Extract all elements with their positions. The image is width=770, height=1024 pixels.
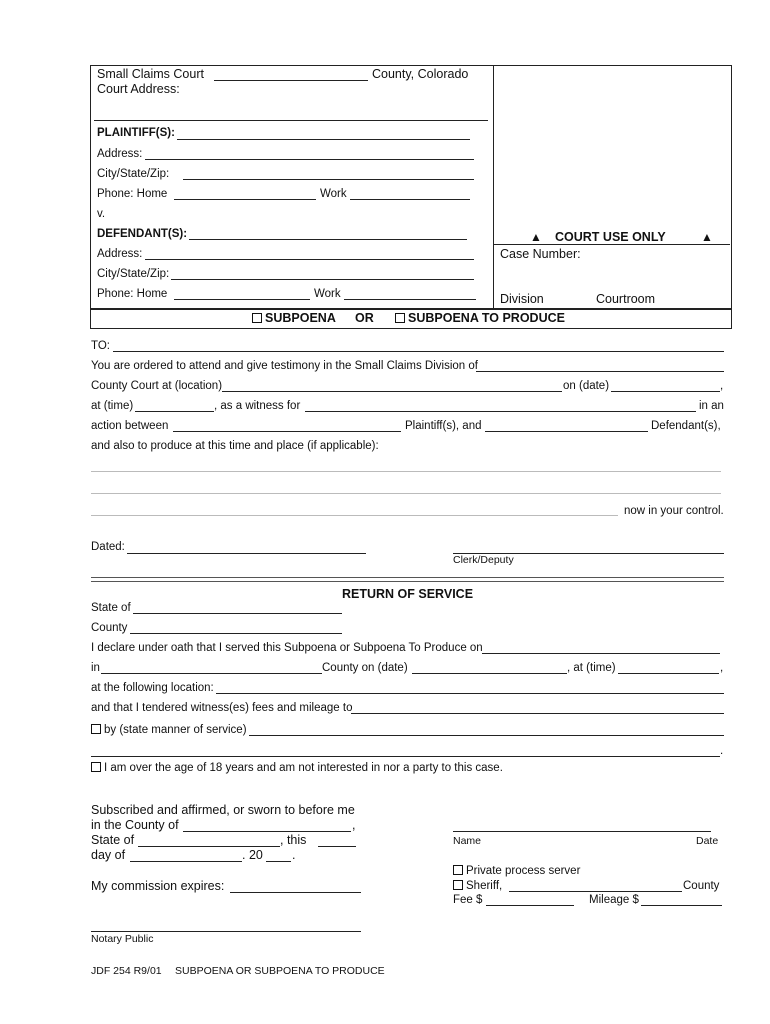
notary-day-field[interactable] — [130, 861, 242, 862]
court-label: Small Claims Court — [97, 67, 204, 81]
ros-county-label: County — [91, 622, 128, 634]
subpoena-title-label: SUBPOENA — [265, 311, 336, 325]
or-label: OR — [355, 311, 374, 325]
plaintiff-city-label: City/State/Zip: — [97, 168, 170, 180]
defendants-label: DEFENDANT(S): — [97, 228, 188, 240]
form-title-label: SUBPOENA OR SUBPOENA TO PRODUCE — [175, 965, 385, 977]
sheriff-county-label: County — [683, 880, 720, 892]
return-of-service-heading: RETURN OF SERVICE — [342, 587, 474, 601]
to-field[interactable] — [113, 351, 724, 352]
on-date-label: on (date) — [563, 380, 610, 392]
defendant-phone-label: Phone: Home — [97, 288, 168, 300]
commission-expires-field[interactable] — [230, 892, 361, 893]
plaintiff-phone-label: Phone: Home — [97, 188, 168, 200]
notary-county-field[interactable] — [183, 831, 351, 832]
dated-label: Dated: — [91, 541, 125, 553]
to-label: TO: — [91, 340, 110, 352]
division-label: Division — [500, 292, 544, 306]
produce-field-2[interactable] — [91, 493, 721, 494]
courtroom-label: Courtroom — [596, 292, 656, 306]
served-on-field[interactable] — [482, 653, 720, 654]
defendant-address-label: Address: — [97, 248, 143, 260]
private-process-server-option[interactable] — [453, 865, 580, 877]
subpoena-option[interactable] — [252, 311, 336, 325]
defendant-city-field[interactable] — [171, 279, 474, 280]
produce-field-1[interactable] — [91, 471, 721, 472]
manner-field-2[interactable] — [91, 756, 720, 757]
as-witness-label: , as a witness for — [214, 400, 301, 412]
manner-checkbox-icon[interactable] — [91, 724, 101, 734]
action-plaintiff-field[interactable] — [173, 431, 401, 432]
sheriff-checkbox-icon[interactable] — [453, 880, 463, 890]
declare-label: I declare under oath that I served this Subpoena or Subpoena To Produce on — [91, 642, 483, 654]
notary-state-label: State of — [91, 833, 135, 847]
ros-state-field[interactable] — [133, 613, 342, 614]
defendant-work-label: Work — [314, 288, 341, 300]
action-defendant-field[interactable] — [485, 431, 648, 432]
notary-county-comma: , — [352, 818, 356, 832]
produce-field-3[interactable] — [91, 515, 618, 516]
notary-public-label: Notary Public — [91, 933, 154, 945]
plaintiffs-label: PLAINTIFF(S): — [97, 127, 175, 139]
notary-signature-field[interactable] — [91, 931, 361, 932]
server-name-field[interactable] — [453, 831, 711, 832]
date-field[interactable] — [611, 391, 720, 392]
versus-label: v. — [97, 208, 106, 220]
now-in-control-label: now in your control. — [624, 505, 724, 517]
defendant-work-phone-field[interactable] — [344, 299, 476, 300]
section-divider — [91, 577, 724, 582]
server-date-label: Date — [696, 835, 719, 847]
commission-expires-label: My commission expires: — [91, 879, 225, 893]
plaintiff-address-label: Address: — [97, 148, 143, 160]
mileage-field[interactable] — [641, 905, 722, 906]
plaintiff-work-phone-field[interactable] — [350, 199, 470, 200]
subscribed-label: Subscribed and affirmed, or sworn to before me — [91, 803, 355, 817]
by-manner-label: by (state manner of service) — [104, 724, 247, 736]
over-18-label: I am over the age of 18 years and am not interested in nor a party to this case. — [104, 762, 503, 774]
ros-state-label: State of — [91, 602, 131, 614]
over-18-option[interactable] — [91, 762, 503, 774]
ros-in-label: in — [91, 662, 100, 674]
private-process-label: Private process server — [466, 865, 581, 877]
also-produce-label: and also to produce at this time and place (if applicable): — [91, 440, 379, 452]
defendant-home-phone-field[interactable] — [174, 299, 310, 300]
notary-county-label: in the County of — [91, 818, 179, 832]
plaintiffs-field[interactable] — [177, 139, 470, 140]
server-name-label: Name — [453, 835, 482, 847]
manner-period: . — [720, 745, 724, 757]
clerk-deputy-label: Clerk/Deputy — [453, 554, 514, 566]
plaintiff-home-phone-field[interactable] — [174, 199, 316, 200]
sheriff-county-field[interactable] — [509, 891, 682, 892]
notary-day-label: day of — [91, 848, 126, 862]
caption-divider — [493, 65, 494, 308]
county-court-at-label: County Court at (location) — [91, 380, 223, 392]
tendered-field[interactable] — [351, 713, 724, 714]
court-county-field[interactable] — [214, 80, 368, 81]
tendered-label: and that I tendered witness(es) fees and mileage to — [91, 702, 353, 714]
triangle-left-icon: ▲ — [530, 230, 542, 244]
defendants-end-label: Defendant(s), — [651, 420, 721, 432]
action-between-label: action between — [91, 420, 169, 432]
notary-state-field[interactable] — [138, 846, 280, 847]
in-an-label: in an — [699, 400, 724, 412]
date-comma: , — [720, 380, 724, 392]
notary-year-period: . — [292, 848, 296, 862]
subpoena-checkbox-icon[interactable] — [252, 313, 262, 323]
sheriff-option[interactable] — [453, 880, 502, 892]
notary-year-field[interactable] — [266, 861, 291, 862]
at-time-label: at (time) — [91, 400, 134, 412]
witness-for-field[interactable] — [305, 411, 696, 412]
notary-this-label: , this — [280, 833, 307, 847]
court-use-divider — [494, 244, 730, 245]
ros-time-field[interactable] — [618, 673, 719, 674]
dated-field[interactable] — [127, 553, 366, 554]
ros-date-field[interactable] — [412, 673, 567, 674]
defendant-address-field[interactable] — [145, 259, 474, 260]
defendants-field[interactable] — [189, 239, 467, 240]
small-claims-county-field[interactable] — [476, 371, 724, 372]
mileage-label: Mileage $ — [589, 894, 639, 906]
over-18-checkbox-icon[interactable] — [91, 762, 101, 772]
subpoena-to-produce-checkbox-icon[interactable] — [395, 313, 405, 323]
time-field[interactable] — [135, 411, 214, 412]
court-address-label: Court Address: — [97, 82, 180, 96]
subpoena-to-produce-title-label: SUBPOENA TO PRODUCE — [408, 311, 565, 325]
ros-at-time-label: , at (time) — [567, 662, 616, 674]
location-field[interactable] — [222, 391, 562, 392]
following-location-field[interactable] — [216, 693, 724, 694]
plaintiff-address-field[interactable] — [145, 159, 474, 160]
notary-twenty-label: . 20 — [242, 848, 263, 862]
fee-label: Fee $ — [453, 894, 483, 906]
ros-county-on-date-label: County on (date) — [322, 662, 408, 674]
notary-this-field[interactable] — [318, 846, 356, 847]
manner-field-1[interactable] — [249, 735, 724, 736]
ros-county-field[interactable] — [130, 633, 342, 634]
plaintiff-work-label: Work — [320, 188, 347, 200]
ordered-text: You are ordered to attend and give testimony in the Small Claims Division of — [91, 360, 478, 372]
caption-box — [90, 65, 732, 310]
defendant-city-label: City/State/Zip: — [97, 268, 170, 280]
fee-field[interactable] — [486, 905, 574, 906]
subpoena-to-produce-option[interactable] — [395, 311, 565, 325]
case-number-label: Case Number: — [500, 247, 581, 261]
private-process-checkbox-icon[interactable] — [453, 865, 463, 875]
ros-time-comma: , — [720, 662, 724, 674]
form-id-label: JDF 254 R9/01 — [91, 965, 162, 977]
by-manner-option[interactable] — [91, 724, 247, 736]
court-address-divider — [94, 120, 488, 121]
county-colorado-label: County, Colorado — [372, 67, 469, 81]
plaintiff-city-field[interactable] — [183, 179, 474, 180]
triangle-right-icon: ▲ — [701, 230, 713, 244]
following-location-label: at the following location: — [91, 682, 214, 694]
plaintiffs-and-label: Plaintiff(s), and — [405, 420, 482, 432]
sheriff-label: Sheriff, — [466, 880, 503, 892]
ros-in-county-field[interactable] — [101, 673, 322, 674]
court-use-only-label: COURT USE ONLY — [555, 230, 666, 244]
